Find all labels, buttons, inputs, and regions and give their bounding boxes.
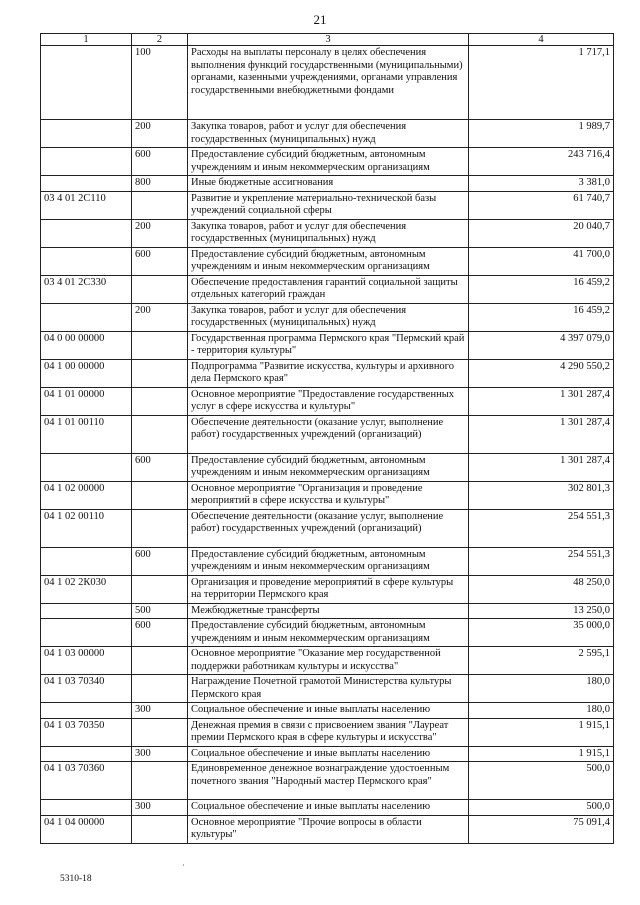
classification-code [41,453,132,481]
expense-type-code [132,331,188,359]
expense-name: Единовременное денежное вознаграждение удостоенным почетного звания "Народный мастер Пермского края" [188,762,469,800]
expense-name: Социальное обеспечение и иные выплаты населению [188,703,469,719]
amount: 302 801,3 [469,481,614,509]
amount: 243 716,4 [469,148,614,176]
expense-name: Награждение Почетной грамотой Министерства культуры Пермского края [188,675,469,703]
expense-type-code [132,415,188,453]
expense-type-code: 300 [132,800,188,816]
column-header-2: 2 [132,34,188,46]
expense-name: Денежная премия в связи с присвоением звания "Лауреат премии Пермского края в сфере культуры и искусства" [188,718,469,746]
budget-table [40,33,614,844]
classification-code: 04 1 03 70350 [41,718,132,746]
classification-code: 03 4 01 2С330 [41,275,132,303]
classification-code: 04 1 02 00110 [41,509,132,547]
amount: 1 301 287,4 [469,415,614,453]
expense-name: Обеспечение деятельности (оказание услуг, выполнение работ) государственных учреждений (организаций) [188,415,469,453]
classification-code: 04 1 02 00000 [41,481,132,509]
table-row [41,718,614,746]
classification-code: 04 1 03 70360 [41,762,132,800]
expense-name: Обеспечение предоставления гарантий социальной защиты отдельных категорий граждан [188,275,469,303]
expense-name: Социальное обеспечение и иные выплаты населению [188,746,469,762]
amount: 16 459,2 [469,275,614,303]
table-row [41,453,614,481]
expense-type-code: 500 [132,603,188,619]
table-row [41,46,614,120]
expense-type-code: 300 [132,703,188,719]
classification-code [41,247,132,275]
expense-type-code: 200 [132,303,188,331]
table-row [41,815,614,843]
table-row [41,509,614,547]
expense-type-code: 800 [132,176,188,192]
classification-code [41,619,132,647]
expense-type-code [132,359,188,387]
table-row [41,619,614,647]
classification-code: 04 1 01 00000 [41,387,132,415]
expense-type-code: 100 [132,46,188,120]
column-header-4: 4 [469,34,614,46]
classification-code [41,176,132,192]
expense-type-code: 600 [132,247,188,275]
expense-name: Межбюджетные трансферты [188,603,469,619]
amount: 1 989,7 [469,120,614,148]
expense-name: Основное мероприятие "Организация и проведение мероприятий в сфере искусства и культуры" [188,481,469,509]
amount: 35 000,0 [469,619,614,647]
expense-type-code [132,387,188,415]
amount: 1 915,1 [469,718,614,746]
table-row [41,247,614,275]
amount: 75 091,4 [469,815,614,843]
expense-type-code: 200 [132,219,188,247]
classification-code: 04 1 00 00000 [41,359,132,387]
expense-name: Предоставление субсидий бюджетным, автономным учреждениям и иным некоммерческим организациям [188,547,469,575]
classification-code [41,120,132,148]
expense-name: Закупка товаров, работ и услуг для обеспечения государственных (муниципальных) нужд [188,120,469,148]
expense-name: Расходы на выплаты персоналу в целях обеспечения выполнения функций государственными (муниципальными) органами, казенными учреждениями, органами управления государственными внебюджетными фондами [188,46,469,120]
amount: 13 250,0 [469,603,614,619]
amount: 180,0 [469,675,614,703]
document-code: 5310-18 [60,874,92,884]
table-row [41,415,614,453]
table-row [41,191,614,219]
table-row [41,547,614,575]
amount: 254 551,3 [469,509,614,547]
amount: 254 551,3 [469,547,614,575]
expense-type-code [132,575,188,603]
classification-code [41,746,132,762]
table-row [41,481,614,509]
classification-code [41,603,132,619]
table-row [41,303,614,331]
table-row [41,647,614,675]
table-row [41,120,614,148]
expense-name: Иные бюджетные ассигнования [188,176,469,192]
amount: 20 040,7 [469,219,614,247]
expense-type-code [132,509,188,547]
expense-type-code [132,275,188,303]
table-row [41,703,614,719]
expense-type-code: 600 [132,453,188,481]
expense-name: Предоставление субсидий бюджетным, автономным учреждениям и иным некоммерческим организациям [188,619,469,647]
column-header-1: 1 [41,34,132,46]
expense-type-code [132,718,188,746]
classification-code [41,219,132,247]
expense-name: Подпрограмма "Развитие искусства, культуры и архивного дела Пермского края" [188,359,469,387]
amount: 41 700,0 [469,247,614,275]
expense-type-code: 200 [132,120,188,148]
expense-type-code [132,481,188,509]
expense-type-code: 600 [132,148,188,176]
expense-name: Закупка товаров, работ и услуг для обеспечения государственных (муниципальных) нужд [188,219,469,247]
amount: 180,0 [469,703,614,719]
amount: 2 595,1 [469,647,614,675]
classification-code: 04 1 03 70340 [41,675,132,703]
expense-name: Основное мероприятие "Предоставление государственных услуг в сфере искусства и культуры" [188,387,469,415]
header-row [41,34,614,46]
amount: 61 740,7 [469,191,614,219]
table-row [41,762,614,800]
amount: 1 301 287,4 [469,387,614,415]
expense-name: Предоставление субсидий бюджетным, автономным учреждениям и иным некоммерческим организациям [188,148,469,176]
expense-name: Социальное обеспечение и иные выплаты населению [188,800,469,816]
table-row [41,219,614,247]
table-row [41,603,614,619]
expense-name: Предоставление субсидий бюджетным, автономным учреждениям и иным некоммерческим организациям [188,453,469,481]
expense-type-code: 600 [132,547,188,575]
amount: 48 250,0 [469,575,614,603]
expense-type-code [132,191,188,219]
classification-code [41,800,132,816]
classification-code: 03 4 01 2С110 [41,191,132,219]
classification-code [41,547,132,575]
classification-code [41,703,132,719]
amount: 500,0 [469,762,614,800]
column-header-3: 3 [188,34,469,46]
expense-type-code [132,815,188,843]
amount: 1 301 287,4 [469,453,614,481]
table-row [41,148,614,176]
table-row [41,275,614,303]
classification-code [41,46,132,120]
expense-name: Развитие и укрепление материально-технической базы учреждений социальной сферы [188,191,469,219]
amount: 1 915,1 [469,746,614,762]
classification-code [41,303,132,331]
table-row [41,331,614,359]
amount: 1 717,1 [469,46,614,120]
table-row [41,800,614,816]
amount: 3 381,0 [469,176,614,192]
expense-type-code: 300 [132,746,188,762]
expense-name: Организация и проведение мероприятий в сфере культуры на территории Пермского края [188,575,469,603]
table-row [41,675,614,703]
expense-name: Государственная программа Пермского края "Пермский край - территория культуры" [188,331,469,359]
expense-name: Закупка товаров, работ и услуг для обеспечения государственных (муниципальных) нужд [188,303,469,331]
expense-name: Основное мероприятие "Прочие вопросы в области культуры" [188,815,469,843]
amount: 16 459,2 [469,303,614,331]
scan-mark: · [182,861,185,870]
classification-code [41,148,132,176]
expense-type-code [132,647,188,675]
expense-type-code: 600 [132,619,188,647]
classification-code: 04 1 04 00000 [41,815,132,843]
table-row [41,746,614,762]
expense-type-code [132,762,188,800]
table-body [41,46,614,844]
amount: 4 290 550,2 [469,359,614,387]
amount: 500,0 [469,800,614,816]
expense-name: Предоставление субсидий бюджетным, автономным учреждениям и иным некоммерческим организациям [188,247,469,275]
table-row [41,176,614,192]
expense-name: Обеспечение деятельности (оказание услуг, выполнение работ) государственных учреждений (организаций) [188,509,469,547]
classification-code: 04 1 03 00000 [41,647,132,675]
amount: 4 397 079,0 [469,331,614,359]
classification-code: 04 0 00 00000 [41,331,132,359]
expense-name: Основное мероприятие "Оказание мер государственной поддержки работникам культуры и искусства" [188,647,469,675]
page-number: 21 [313,12,327,27]
classification-code: 04 1 02 2К030 [41,575,132,603]
table-row [41,575,614,603]
classification-code: 04 1 01 00110 [41,415,132,453]
expense-type-code [132,675,188,703]
table-row [41,359,614,387]
table-row [41,387,614,415]
